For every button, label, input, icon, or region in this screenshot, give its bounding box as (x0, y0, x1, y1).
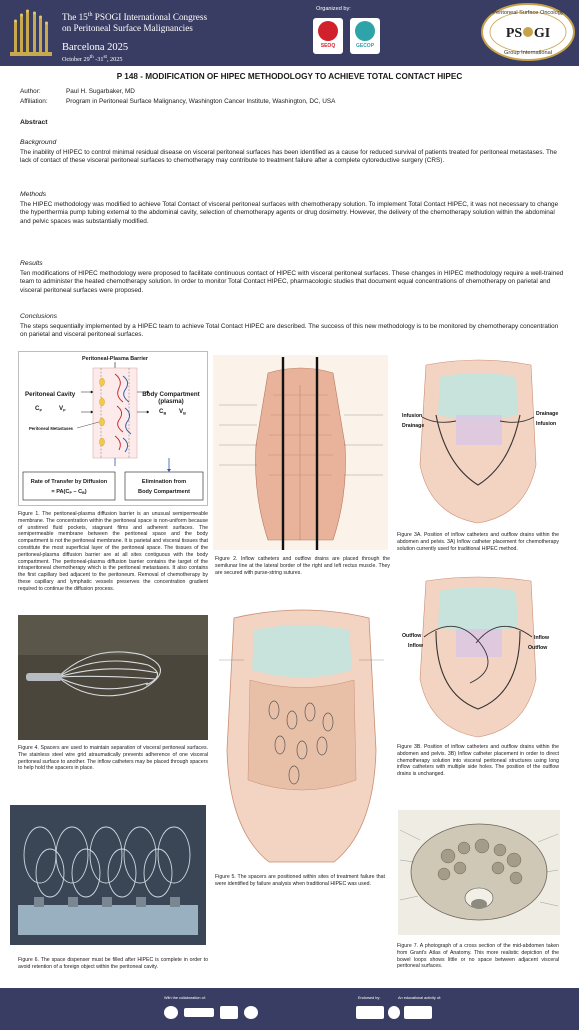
svg-text:(plasma): (plasma) (158, 398, 184, 405)
educational-logo (404, 1006, 432, 1019)
svg-text:GI: GI (533, 26, 551, 41)
svg-text:PS: PS (505, 26, 523, 41)
figure-2-caption: Figure 2. Inflow catheters and outflow drains are placed through the semilunar line at the lateral border of the right and left rectus muscle. They are secured with purse-string sutures. (215, 556, 390, 576)
background-section: Background The inability of HIPEC to control minimal residual disease on visceral peritoneal surfaces has been identified as a cause for reduced survival of patients treated for peritoneal metastases. The lack of contact of these visceral peritoneal surfaces to chemotherapy may contribute to treatment failure after a complete cytoreductive surgery (CRS). (20, 139, 557, 165)
barcelona-skyline-logo (6, 8, 56, 60)
organized-by-label: Organized by: (316, 6, 351, 12)
congress-dates: October 29th -31st, 2025 (62, 54, 123, 64)
gecop-logo: GECOP (350, 18, 380, 54)
svg-text:Infusion: Infusion (536, 421, 557, 427)
svg-text:Peritoneal-Plasma Barrier: Peritoneal-Plasma Barrier (82, 356, 148, 362)
seoq-logo: SEOQ (313, 18, 343, 54)
svg-text:Body Compartment: Body Compartment (142, 391, 200, 398)
methods-section: Methods The HIPEC methodology was modified to achieve Total Contact of visceral peritoneal surfaces with chemotherapy solution. To implement Total Contact HIPEC, it was not necessary to change the hyperthermia pump tubing external to the abdominal cavity, selection of chemotherapy agents or drug dosimetry. However, the delivery of the chemotherapy solution within the abdominal and pelvic spaces was substantially modified. (20, 191, 559, 225)
affiliation-row: Affiliation: Program in Peritoneal Surface Malignancy, Washington Cancer Institute, Washington, DC, USA (20, 98, 336, 105)
svg-text:Outflow: Outflow (528, 645, 548, 651)
collaborator-logo-4 (244, 1006, 258, 1019)
figure-3b-caption: Figure 3B. Position of inflow catheters and outflow drains within the abdomen and pelvis. 3B) Inflow catheter placement in order to direct chemotherapy solution into visceral peritoneal structures using long inflow catheters with multiple side holes. The position of the outflow drains is unchanged. (397, 744, 559, 778)
svg-text:Group International: Group International (504, 50, 552, 56)
svg-text:Rate of Transfer by Diffusion: Rate of Transfer by Diffusion (30, 479, 108, 485)
svg-text:CP: $C_P$ (35, 405, 43, 413)
figure-2-illustration (213, 355, 388, 550)
figure-7-caption: Figure 7. A photograph of a cross section of the mid-abdomen taken from Grant's Atlas of Anatomy. This more realistic depiction of the bowel loops shows little or no space between adjacent visceral peritoneal surfaces. (397, 943, 559, 970)
svg-text:VB: $V_B$ (179, 408, 186, 416)
collaboration-label: With the collaboration of: (164, 996, 206, 1000)
figure-7-photo (398, 810, 560, 935)
results-section: Results Ten modifications of HIPEC methodology were proposed to facilitate continuous contact of HIPEC with visceral peritoneal surfaces. These changes in HIPEC methodology require a well-trained team to administer the heated chemotherapy solution. In order to monitor Total Contact HIPEC, pharmacologic studies that document equal concentrations of chemotherapy on parietal and visceral peritoneal surfaces were proposed. (20, 260, 564, 294)
svg-text:Inflow: Inflow (534, 635, 549, 641)
figure-3a-illustration (396, 355, 561, 527)
figure-4-photo (18, 615, 208, 740)
svg-text:Elimination from: Elimination from (141, 479, 187, 485)
svg-text:Outflow: Outflow (402, 633, 422, 639)
figure-1-diagram (18, 351, 208, 506)
collaborator-logo-2 (184, 1008, 214, 1017)
svg-text:Drainage: Drainage (536, 411, 559, 417)
poster-footer (0, 988, 579, 1030)
figure-6-caption: Figure 6. The space dispenser must be filled after HIPEC is complete in order to avoid retention of a foreign object within the peritoneal cavity. (18, 957, 208, 970)
figure-1-caption: Figure 1. The peritoneal-plasma diffusion barrier is an unusual semipermeable membrane. The concentration within the peritoneal space is non-uniform because of unstirred fluid pockets, stagnant films and adherent surfaces. The semipermeable membrane between the peritoneal space and the body compartment is not the peritoneal membrane. It is parietal and visceral tissues that constitute the most superficial layer of the peritoneal space. The tissues of the peritoneal-plasma diffusion barrier are at all sites contiguous with the body compartment. The peritoneal-plasma diffusion barrier contains the target of the intraperitoneal chemotherapy which is the peritoneal metastases. It also contains the first capillary bed adjacent to the peritoneum. Removal of chemotherapy by these capillary and lymphatic vessels preserves the concentration gradient required to continue the diffusion process. (18, 511, 208, 592)
psogi-logo (480, 2, 576, 62)
figure-5-caption: Figure 5. The spacers are positioned within sites of treatment failure that were identified by failure analysis when traditional HIPEC was used. (215, 874, 385, 887)
abstract-heading: Abstract (20, 119, 48, 126)
svg-text:= PA(CP – CB): = $PA(C_P - C_B)$ (51, 489, 87, 496)
svg-text:Infusion: Infusion (402, 413, 423, 419)
svg-text:Peritoneal Metastases: Peritoneal Metastases (29, 426, 73, 431)
educational-activity-label: An educational activity of: (398, 996, 442, 1000)
svg-text:Peritoneal Surface Oncology: Peritoneal Surface Oncology (492, 10, 564, 16)
figure-3a-caption: Figure 3A. Position of inflow catheters and outflow drains within the abdomen and pelvis. 3A) Inflow catheter placement for chemotherapy solution currently used for traditional HIPEC method. (397, 532, 559, 552)
author-row: Author: Paul H. Sugarbaker, MD (20, 88, 135, 95)
congress-city: Barcelona 2025 (62, 42, 129, 53)
figure-6-photo (10, 805, 206, 945)
figure-3b-illustration (396, 573, 561, 740)
endorser-logo-2 (388, 1006, 400, 1019)
poster-title: P 148 - MODIFICATION OF HIPEC METHODOLOGY TO ACHIEVE TOTAL CONTACT HIPEC (116, 72, 463, 81)
affiliation-text: Program in Peritoneal Surface Malignancy, Washington Cancer Institute, Washington, DC, USA (66, 98, 336, 105)
figure-4-caption: Figure 4. Spacers are used to maintain separation of visceral peritoneal surfaces. The stainless steel wire grid atraumatically prevents adherence of one visceral peritoneal surface to another. The inflow catheters may be placed through spacers to help hold the spacers in place. (18, 745, 208, 772)
svg-text:Inflow: Inflow (408, 643, 423, 649)
svg-text:Peritoneal Cavity: Peritoneal Cavity (25, 391, 76, 398)
congress-header (0, 0, 579, 66)
svg-text:Body Compartment: Body Compartment (138, 489, 190, 495)
svg-text:VP: $V_P$ (59, 405, 66, 413)
figure-5-illustration (214, 600, 389, 868)
congress-title: The 15th PSOGI International Congress on Peritoneal Surface Malignancies (62, 12, 208, 34)
endorser-logo-1 (356, 1006, 384, 1019)
svg-text:CB: $C_B$ (159, 408, 167, 416)
svg-text:Drainage: Drainage (402, 423, 425, 429)
collaborator-logo-1 (164, 1006, 178, 1019)
author-name: Paul H. Sugarbaker, MD (66, 88, 135, 95)
endorsed-label: Endorsed by: (358, 996, 381, 1000)
collaborator-logo-3 (220, 1006, 238, 1019)
conclusions-section: Conclusions The steps sequentially implemented by a HIPEC team to achieve Total Contact HIPEC are described. The success of this new methodology is to be monitored by chemotherapy concentration on parietal and visceral peritoneal surfaces. (20, 313, 559, 339)
